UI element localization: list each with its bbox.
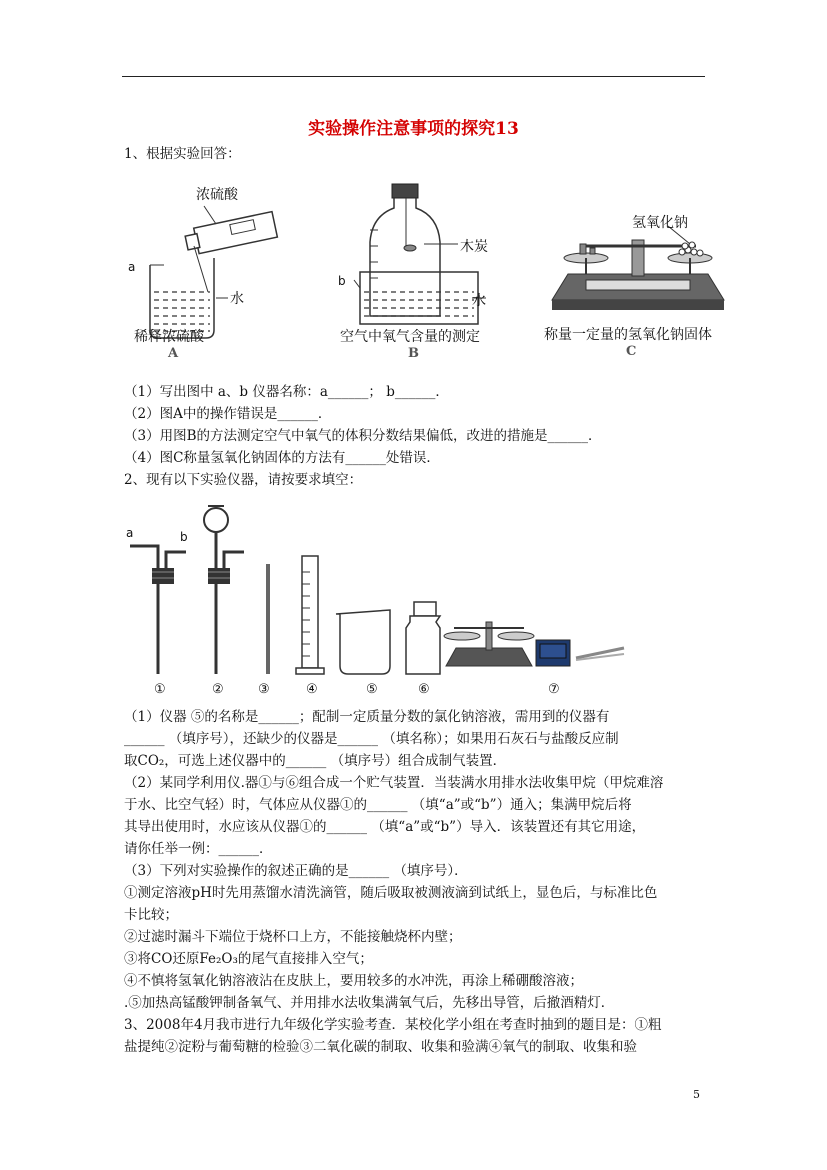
instrument-number-1: ① [154, 682, 166, 697]
q2-line-13: ④不慎将氢氧化钠溶液沾在皮肤上，要用较多的水冲洗，再涂上稀硼酸溶液； [124, 973, 583, 989]
q1-line-1: （1）写出图中 a、b 仪器名称：a______； b______． [124, 384, 449, 400]
page-number: 5 [693, 1088, 700, 1101]
q1-line-3: （3）用图B的方法测定空气中氧气的体积分数结果偏低，改进的措施是______． [124, 428, 602, 444]
instrument-number-5: ⑤ [366, 682, 378, 697]
instrument-number-2: ② [212, 682, 224, 697]
figure-a-water-label: 水 [230, 291, 244, 307]
q2-line-10: 卡比较； [124, 907, 178, 923]
figure-b-water-label: 水 [472, 293, 486, 309]
instrument-1-label-b: b [180, 530, 188, 544]
figure-a-letter: A [168, 346, 179, 361]
q2-line-11: ②过滤时漏斗下端位于烧杯口上方，不能接触烧杯内壁； [124, 929, 462, 945]
q2-line-7: 请你任举一例：______． [124, 841, 273, 857]
q2-line-3: 取CO₂，可选上述仪器中的______ （填序号）组合成制气装置． [124, 753, 507, 769]
figure-c-letter: C [626, 344, 637, 359]
q1-line-2: （2）图A中的操作错误是______． [124, 406, 332, 422]
header-rule [122, 76, 705, 77]
page-title: 实验操作注意事项的探究13 [308, 119, 519, 139]
q2-line-5: 于水、比空气轻）时，气体应从仪器①的______ （填“a”或“b”）通入；集满甲烷后将 [124, 797, 632, 813]
figure-b-caption: 空气中氧气含量的测定 [340, 329, 480, 345]
q2-line-4: （2）某同学利用仪.器①与⑥组合成一个贮气装置．当装满水用排水法收集甲烷（甲烷难溶 [124, 775, 664, 791]
figure-c-naoh-label: 氢氧化钠 [632, 215, 688, 231]
instrument-number-4: ④ [306, 682, 318, 697]
figure-a-label-a: a [128, 260, 136, 274]
figure-q2-drawing [124, 498, 664, 703]
figure-c-weighing-sodium-hydroxide [540, 200, 740, 360]
instrument-1-label-a: a [126, 526, 134, 540]
q2-line-12: ③将CO还原Fe₂O₃的尾气直接排入空气； [124, 951, 373, 967]
instrument-number-6: ⑥ [418, 682, 430, 697]
figure-a-caption: 稀释浓硫酸 [134, 329, 204, 345]
instrument-number-3: ③ [258, 682, 270, 697]
q1-line-4: （4）图C称量氢氧化钠固体的方法有______处错误． [124, 450, 440, 466]
q2-line-14: .⑤加热高锰酸钾制备氧气、并用排水法收集满氧气后，先移出导管，后撤酒精灯． [124, 995, 615, 1011]
q2-line-9: ①测定溶液pH时先用蒸馏水清洗滴管，随后吸取被测液滴到试纸上，显色后，与标准比色 [124, 885, 658, 901]
q2-line-1: （1）仪器 ⑤的名称是______；配制一定质量分数的氯化钠溶液，需用到的仪器有 [124, 709, 610, 725]
figure-q2-instruments [124, 498, 664, 703]
figure-b-charcoal-label: 木炭 [460, 239, 488, 255]
q1-intro: 1、根据实验回答： [124, 146, 241, 162]
q2-line-8: （3）下列对实验操作的叙述正确的是______ （填序号）． [124, 863, 468, 879]
figure-b-oxygen-measurement [334, 180, 504, 360]
figure-b-label-b: b [338, 274, 346, 288]
figure-b-letter: B [408, 346, 419, 361]
figure-a-acid-label: 浓硫酸 [196, 187, 238, 203]
q2-line-2: ______ （填序号），还缺少的仪器是______ （填名称）；如果用石灰石与盐酸反应制 [124, 731, 619, 747]
figure-c-caption: 称量一定量的氢氧化钠固体 [544, 327, 712, 343]
q3-line-2: 盐提纯②淀粉与葡萄糖的检验③二氧化碳的制取、收集和验满④氧气的制取、收集和验 [124, 1039, 637, 1055]
q3-line-1: 3、2008年4月我市进行九年级化学实验考查．某校化学小组在考查时抽到的题目是：①粗 [124, 1017, 662, 1033]
q2-line-6: 其导出使用时，水应该从仪器①的______ （填“a”或“b”）导入．该装置还有其它用途， [124, 819, 646, 835]
q2-intro: 2、现有以下实验仪器，请按要求填空： [124, 472, 363, 488]
figure-a-dilute-sulfuric-acid [124, 180, 294, 360]
instrument-number-7: ⑦ [548, 682, 560, 697]
